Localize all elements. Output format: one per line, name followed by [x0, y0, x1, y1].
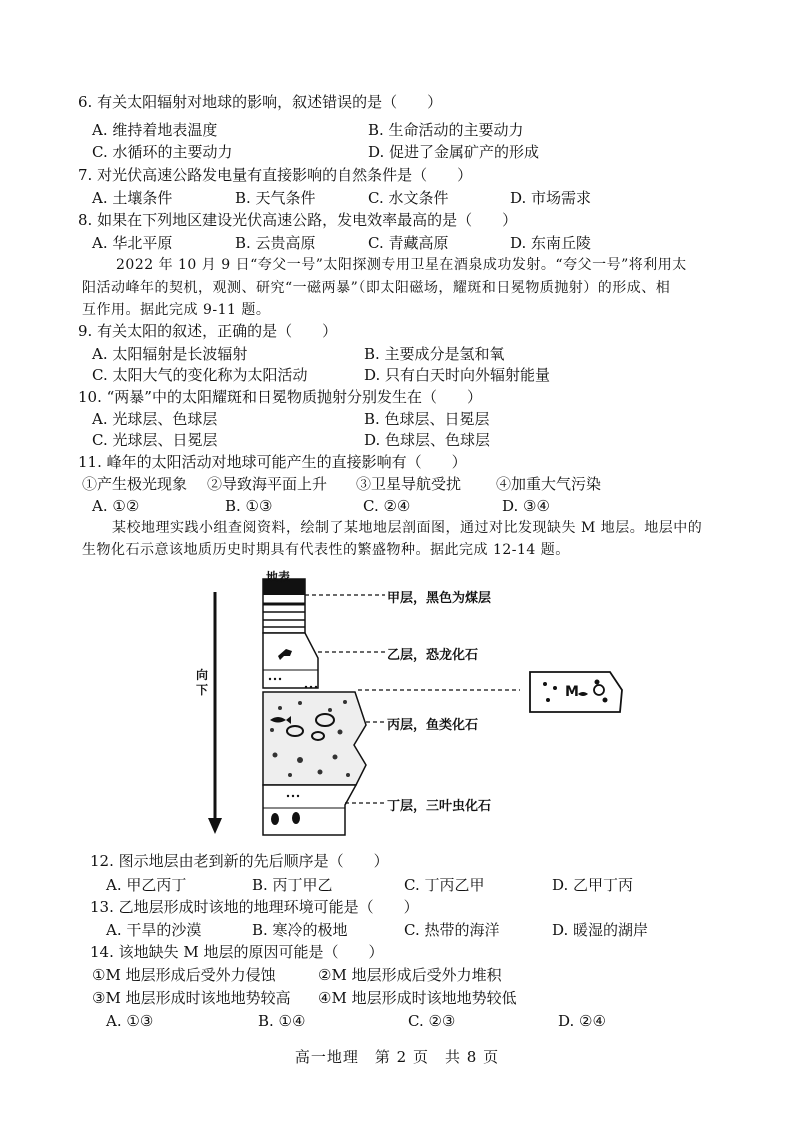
q11-item-4: ④加重大气污染	[496, 475, 602, 493]
layer-bing-label: 丙层，鱼类化石	[387, 718, 479, 733]
q9-option-d: D. 只有白天时向外辐射能量	[364, 366, 551, 384]
q14-item-3: ③M 地层形成时该地地势较高	[92, 989, 291, 1007]
q14-item-2: ②M 地层形成后受外力堆积	[318, 966, 502, 984]
q10-option-d: D. 色球层、色球层	[364, 431, 491, 449]
q8-option-c: C. 青藏高原	[368, 234, 449, 252]
q11-item-2: ②导致海平面上升	[207, 475, 328, 493]
passage1-line-1: 2022 年 10 月 9 日“夸父一号”太阳探测专用卫星在酒泉成功发射。“夸父一号”将利用太	[116, 257, 687, 273]
q8-stem: 8. 如果在下列地区建设光伏高速公路，发电效率最高的是（ ）	[78, 211, 518, 229]
q14-option-a: A. ①③	[106, 1012, 154, 1030]
passage1-line-3: 互作用。据此完成 9-11 题。	[82, 302, 271, 318]
q8-option-a: A. 华北平原	[92, 234, 173, 252]
layer-jia	[263, 579, 305, 633]
layer-yi-label: 乙层，恐龙化石	[387, 648, 479, 663]
q14-stem: 14. 该地缺失 M 地层的原因可能是（ ）	[90, 943, 384, 961]
q10-option-a: A. 光球层、色球层	[92, 410, 218, 428]
q8-option-d: D. 东南丘陵	[510, 234, 592, 252]
layer-yi	[263, 633, 318, 688]
q13-option-a: A. 干旱的沙漠	[106, 921, 202, 939]
q10-option-c: C. 光球层、日冕层	[92, 431, 218, 449]
passage2-line-1: 某校地理实践小组查阅资料，绘制了某地地层剖面图，通过对比发现缺失 M 地层。地层中的	[112, 520, 703, 536]
q6-option-b: B. 生命活动的主要动力	[368, 121, 524, 139]
q11-option-d: D. ③④	[502, 497, 550, 515]
q6-option-c: C. 水循环的主要动力	[92, 143, 233, 161]
q7-option-c: C. 水文条件	[368, 189, 449, 207]
q7-option-d: D. 市场需求	[510, 189, 592, 207]
q12-stem: 12. 图示地层由老到新的先后顺序是（ ）	[90, 852, 389, 870]
q6-stem: 6. 有关太阳辐射对地球的影响，叙述错误的是（ ）	[78, 93, 443, 111]
trilobite-fossil-icon	[271, 813, 279, 825]
q13-option-c: C. 热带的海洋	[404, 921, 500, 939]
q10-stem: 10. “两暴”中的太阳耀斑和日冕物质抛射分别发生在（ ）	[78, 388, 482, 406]
layer-ding-label: 丁层，三叶虫化石	[387, 799, 492, 814]
passage2-line-2: 生物化石示意该地质历史时期具有代表性的繁盛物种。据此完成 12-14 题。	[82, 542, 570, 558]
q6-option-d: D. 促进了金属矿产的形成	[368, 143, 540, 161]
direction-arrowhead	[208, 818, 222, 834]
q12-option-c: C. 丁丙乙甲	[404, 876, 485, 894]
q11-option-b: B. ①③	[225, 497, 273, 515]
q12-option-a: A. 甲乙丙丁	[106, 876, 187, 894]
q11-stem: 11. 峰年的太阳活动对地球可能产生的直接影响有（ ）	[78, 453, 467, 471]
q9-option-a: A. 太阳辐射是长波辐射	[92, 345, 248, 363]
q14-option-b: B. ①④	[258, 1012, 306, 1030]
q8-option-b: B. 云贵高原	[235, 234, 316, 252]
q7-stem: 7. 对光伏高速公路发电量有直接影响的自然条件是（ ）	[78, 166, 473, 184]
direction-label: 向下	[196, 668, 209, 697]
layer-jia-label: 甲层，黑色为煤层	[387, 591, 492, 606]
q14-item-4: ④M 地层形成时该地地势较低	[318, 989, 517, 1007]
q6-option-a: A. 维持着地表温度	[92, 121, 218, 139]
q10-option-b: B. 色球层、日冕层	[364, 410, 490, 428]
q11-item-3: ③卫星导航受扰	[356, 475, 462, 493]
q13-stem: 13. 乙地层形成时该地的地理环境可能是（ ）	[90, 898, 419, 916]
q11-option-a: A. ①②	[92, 497, 140, 515]
q11-option-c: C. ②④	[363, 497, 411, 515]
q9-option-b: B. 主要成分是氢和氧	[364, 345, 505, 363]
q9-option-c: C. 太阳大气的变化称为太阳活动	[92, 366, 308, 384]
page-footer: 高一地理 第 2 页 共 8 页	[294, 1048, 500, 1066]
q7-option-a: A. 土壤条件	[92, 189, 173, 207]
passage1-line-2: 阳活动峰年的契机，观测、研究“一磁两暴”（即太阳磁场，耀斑和日冕物质抛射）的形成、相	[82, 280, 671, 296]
q9-stem: 9. 有关太阳的叙述，正确的是（ ）	[78, 322, 338, 340]
q7-option-b: B. 天气条件	[235, 189, 316, 207]
q11-item-1: ①产生极光现象	[82, 475, 188, 493]
m-layer-label: M	[565, 684, 579, 700]
q12-option-d: D. 乙甲丁丙	[552, 876, 634, 894]
layer-bing	[263, 692, 366, 785]
q14-option-c: C. ②③	[408, 1012, 456, 1030]
q12-option-b: B. 丙丁甲乙	[252, 876, 333, 894]
q13-option-b: B. 寒冷的极地	[252, 921, 348, 939]
q13-option-d: D. 暖湿的湖岸	[552, 921, 649, 939]
q14-option-d: D. ②④	[558, 1012, 606, 1030]
surface-label: 地表	[266, 570, 291, 584]
q14-item-1: ①M 地层形成后受外力侵蚀	[92, 966, 276, 984]
trilobite-fossil-icon	[292, 812, 300, 824]
layer-ding	[263, 785, 356, 835]
